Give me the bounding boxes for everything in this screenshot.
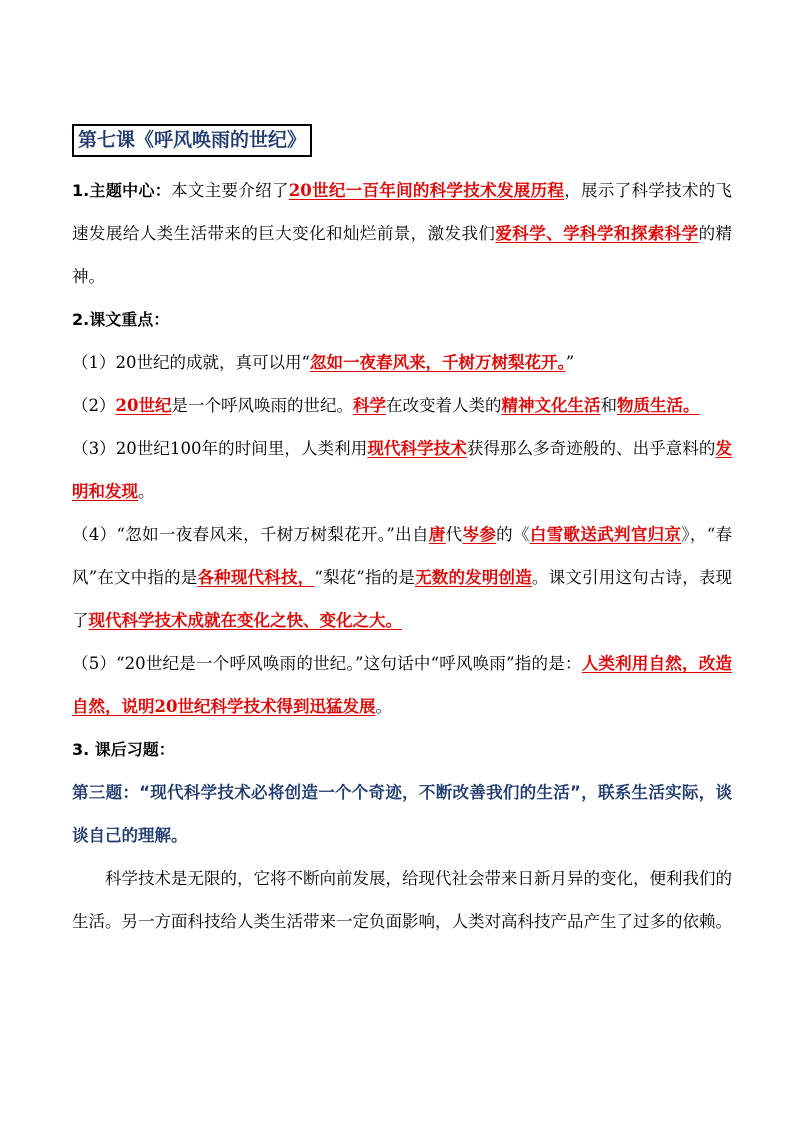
document-page — [72, 124, 732, 943]
theme-label: 1.主题中心： — [72, 181, 172, 200]
highlight: 各种现代科技， — [197, 568, 315, 587]
highlight: 精神文化生活 — [501, 396, 601, 415]
text: 是一个呼风唤雨的世纪。 — [171, 396, 353, 415]
text: 》，“春风”在文中指的是 — [72, 525, 733, 587]
text: （4）“忽如一夜春风来，千树万树梨花开。”出自 — [72, 525, 429, 544]
highlight: 现代科学技术成就在变化之快、变化之大。 — [88, 611, 402, 630]
text: ，展示了科学技术的飞速发展给人类生活带来的巨大变化和灿烂前景，激发我们 — [72, 181, 733, 243]
text: 和 — [600, 396, 617, 415]
text: 本文主要介绍了 — [171, 181, 289, 200]
exercise-question: 第三题：“现代科学技术必将创造一个个奇迹，不断改善我们的生活”，联系生活实际，谈谈自己的理解。 — [72, 783, 732, 845]
key-point-5 — [72, 642, 732, 728]
text: 在改变着人类的 — [385, 396, 502, 415]
highlight: 现代科学技术 — [367, 439, 467, 458]
highlight: 忽如一夜春风来，千树万树梨花开。 — [309, 353, 566, 372]
highlight: 爱科学、学科学和探索科学 — [495, 224, 699, 243]
text: “梨花”指的是 — [314, 568, 416, 587]
highlight: 20世纪一百年间的科学技术发展历程 — [288, 181, 565, 200]
highlight: 岑参 — [462, 525, 497, 544]
highlight: 科学 — [352, 396, 386, 415]
highlight: 白雪歌送武判官归京 — [529, 525, 682, 544]
exercise-answer: 科学技术是无限的，它将不断向前发展，给现代社会带来日新月异的变化，便利我们的生活。另一方面科技给人类生活带来一定负面影响，人类对高科技产品产生了过多的依赖。 — [72, 869, 732, 931]
highlight: 发明和发现 — [72, 439, 733, 501]
text: 的《 — [496, 525, 530, 544]
exercises-label: 3. 课后习题： — [72, 740, 175, 759]
text: 。 — [375, 697, 392, 716]
key-points-heading — [72, 298, 732, 341]
highlight: 唐 — [428, 525, 446, 544]
theme-paragraph — [72, 169, 732, 298]
text: （3）20世纪100年的时间里，人类利用 — [72, 439, 368, 458]
key-point-2 — [72, 384, 732, 427]
key-point-3 — [72, 427, 732, 513]
key-points-label: 2.课文重点： — [72, 310, 170, 329]
text: ” — [565, 353, 575, 372]
lesson-title: 第七课《呼风唤雨的世纪》 — [72, 124, 312, 157]
key-point-1 — [72, 341, 732, 384]
text: 。 — [138, 482, 155, 501]
highlight: 无数的发明创造 — [415, 568, 532, 587]
highlight: 20世纪 — [115, 396, 172, 415]
text: （2） — [72, 396, 116, 415]
text: 获得那么多奇迹般的、出乎意料的 — [466, 439, 716, 458]
text: （1）20世纪的成就，真可以用“ — [72, 353, 310, 372]
text: 的精神。 — [72, 224, 733, 286]
highlight: 人类利用自然，改造自然，说明20世纪科学技术得到迅猛发展 — [72, 654, 732, 716]
text: 。课文引用这句古诗，表现了 — [72, 568, 733, 630]
exercises-heading — [72, 728, 732, 771]
highlight: 物质生活。 — [616, 396, 700, 415]
text: 代 — [445, 525, 463, 544]
text: （5）“20世纪是一个呼风唤雨的世纪。”这句话中“呼风唤雨”指的是： — [72, 654, 582, 673]
key-point-4 — [72, 513, 732, 642]
